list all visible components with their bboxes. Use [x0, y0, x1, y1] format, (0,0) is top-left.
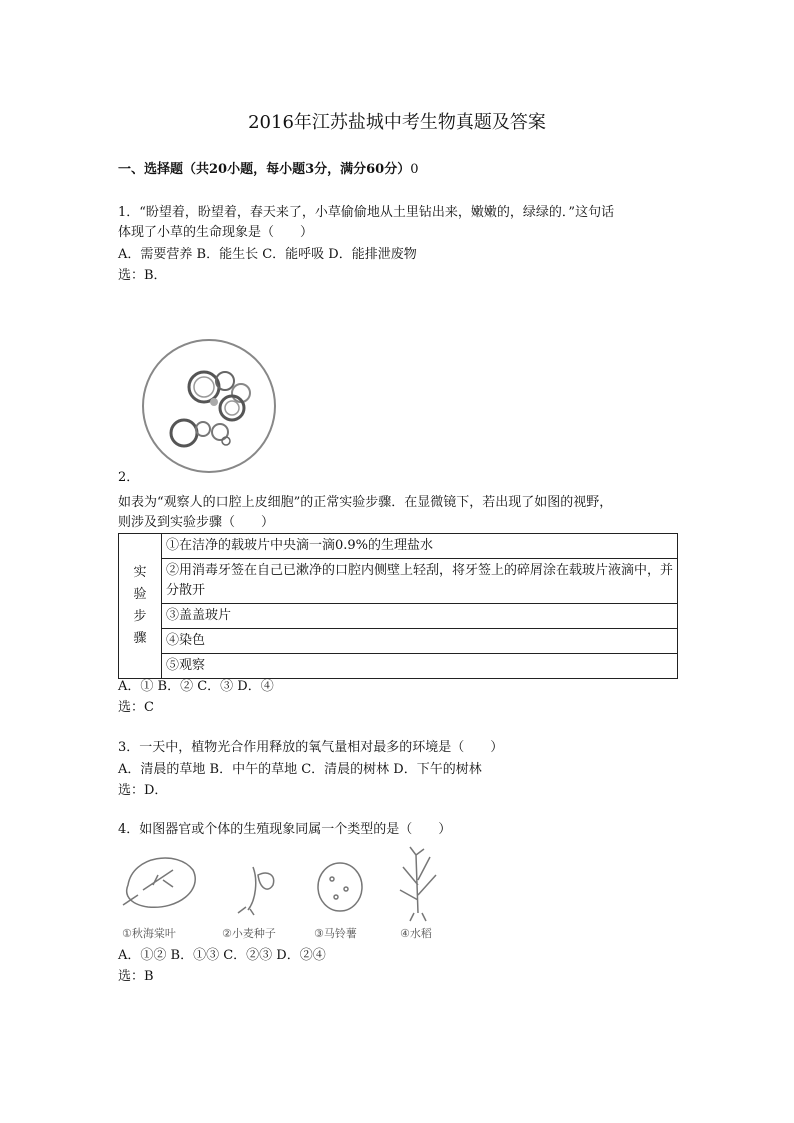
q1-stem-line2: 体现了小草的生命现象是（ ） — [118, 225, 314, 240]
q2-number: 2． — [118, 470, 140, 485]
table-row — [119, 654, 678, 679]
reproduction-figure — [118, 845, 458, 945]
q3-options: A．清晨的草地 B．中午的草地 C．清晨的树林 D．下午的树林 — [118, 762, 482, 777]
table-head-char: 步 — [133, 609, 147, 624]
q2-answer: 选：C — [118, 700, 154, 715]
step-cell: ②用消毒牙签在自己已漱净的口腔内侧壁上轻刮，将牙签上的碎屑涂在载玻片液滴中，并分散开 — [162, 559, 678, 604]
q3-answer: 选：D． — [118, 783, 168, 798]
table-row — [119, 604, 678, 629]
table-head-char: 骤 — [133, 631, 147, 646]
table-row — [119, 559, 678, 604]
q1-stem-line1: 1．“盼望着，盼望着，春天来了，小草偷偷地从土里钻出来，嫩嫩的，绿绿的．”这句话 — [118, 205, 615, 220]
figure-label: ③马铃薯 — [314, 927, 357, 940]
q2-options: A．① B．② C．③ D．④ — [118, 679, 274, 694]
section-label: 一、选择题（共20小题，每小题3分，满分60分） — [118, 162, 411, 177]
step-cell: ⑤观察 — [162, 654, 678, 679]
q3-stem: 3．一天中，植物光合作用释放的氧气量相对最多的环境是（ ） — [118, 740, 504, 755]
page-title: 2016年江苏盐城中考生物真题及答案 — [248, 112, 546, 133]
q2-stem-line1: 如表为“观察人的口腔上皮细胞”的正常实验步骤．在显微镜下，若出现了如图的视野， — [118, 495, 613, 510]
q1-answer: 选：B． — [118, 268, 167, 283]
potato-icon — [318, 863, 362, 911]
wheat-seed-icon — [238, 867, 274, 915]
rice-plant-icon — [400, 847, 436, 921]
figure-label: ①秋海棠叶 — [122, 927, 176, 940]
table-row — [119, 534, 678, 559]
q4-options: A．①② B．①③ C．②③ D．②④ — [118, 948, 326, 963]
figure-label: ②小麦种子 — [222, 927, 276, 940]
table-row — [119, 629, 678, 654]
section-tail: 0 — [410, 162, 419, 177]
experiment-steps-table — [118, 533, 678, 679]
figure-label: ④水稻 — [400, 927, 432, 940]
step-cell: ④染色 — [162, 629, 678, 654]
table-head-char: 实 — [133, 565, 147, 580]
step-cell: ③盖盖玻片 — [162, 604, 678, 629]
table-head-cell — [119, 534, 162, 679]
q1-options: A．需要营养 B．能生长 C．能呼吸 D．能排泄废物 — [118, 247, 417, 262]
q2-stem-line2: 则涉及到实验步骤（ ） — [118, 515, 275, 530]
table-head-char: 验 — [133, 587, 147, 602]
section-heading — [118, 160, 419, 180]
q4-stem: 4．如图器官或个体的生殖现象同属一个类型的是（ ） — [118, 822, 452, 837]
step-cell: ①在洁净的载玻片中央滴一滴0.9%的生理盐水 — [162, 534, 678, 559]
q4-answer: 选：B — [118, 969, 154, 984]
begonia-leaf-icon — [123, 858, 195, 907]
microscope-view-figure — [138, 328, 288, 478]
